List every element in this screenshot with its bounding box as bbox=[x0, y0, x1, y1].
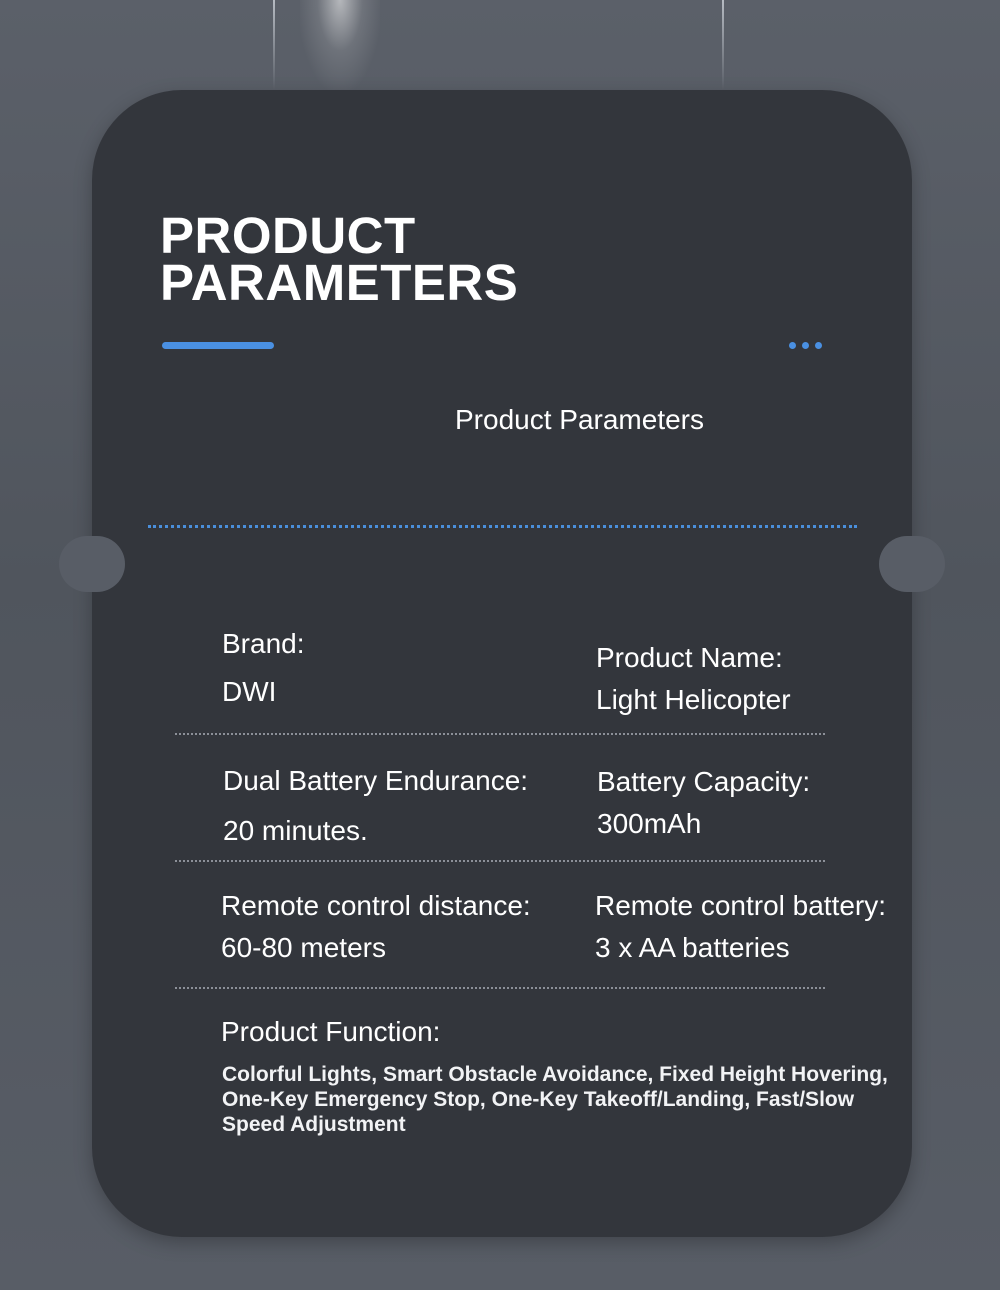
param-label: Remote control distance: bbox=[221, 890, 531, 921]
dot bbox=[789, 342, 796, 349]
param-brand bbox=[222, 628, 305, 708]
row-divider bbox=[175, 860, 825, 862]
top-light-line-right bbox=[722, 0, 724, 90]
param-value: 20 minutes. bbox=[223, 815, 368, 846]
title-accent-bar bbox=[162, 342, 274, 349]
section-divider bbox=[148, 525, 857, 528]
dot bbox=[815, 342, 822, 349]
param-label: Product Name: bbox=[596, 642, 783, 673]
top-light-line-left bbox=[273, 0, 275, 90]
param-remote-control-battery bbox=[595, 890, 886, 964]
row-divider bbox=[175, 987, 825, 989]
parameters-card bbox=[92, 90, 912, 1237]
dot bbox=[802, 342, 809, 349]
top-light-beam bbox=[300, 0, 380, 90]
product-function-text: Colorful Lights, Smart Obstacle Avoidance, Fixed Height Hovering, One-Key Emergency Stop, One-Key Takeoff/Landing, Fast/Slow Speed Adjustment bbox=[222, 1063, 888, 1136]
more-dots-icon bbox=[789, 342, 822, 349]
param-value: 60-80 meters bbox=[221, 932, 386, 963]
card-notch-right bbox=[879, 536, 945, 592]
param-product-name bbox=[596, 642, 791, 716]
param-label: Remote control battery: bbox=[595, 890, 887, 921]
param-battery-capacity bbox=[597, 766, 810, 840]
card-notch-left bbox=[59, 536, 125, 592]
product-function-label: Product Function: bbox=[221, 1016, 441, 1047]
param-label: Dual Battery Endurance: bbox=[223, 765, 529, 796]
param-value: 300mAh bbox=[597, 808, 702, 839]
param-label: Brand: bbox=[222, 628, 305, 659]
page-title-line-1: PRODUCT bbox=[160, 207, 416, 264]
param-label: Battery Capacity: bbox=[597, 766, 811, 797]
param-value: Light Helicopter bbox=[596, 684, 791, 715]
page-title bbox=[160, 207, 519, 311]
section-subtitle: Product Parameters bbox=[455, 404, 704, 435]
page-title-line-2: PARAMETERS bbox=[160, 254, 519, 311]
param-dual-battery-endurance bbox=[223, 765, 528, 847]
param-value: 3 x AA batteries bbox=[595, 932, 790, 963]
param-remote-control-distance bbox=[221, 890, 531, 964]
row-divider bbox=[175, 733, 825, 735]
param-value: DWI bbox=[222, 676, 277, 707]
